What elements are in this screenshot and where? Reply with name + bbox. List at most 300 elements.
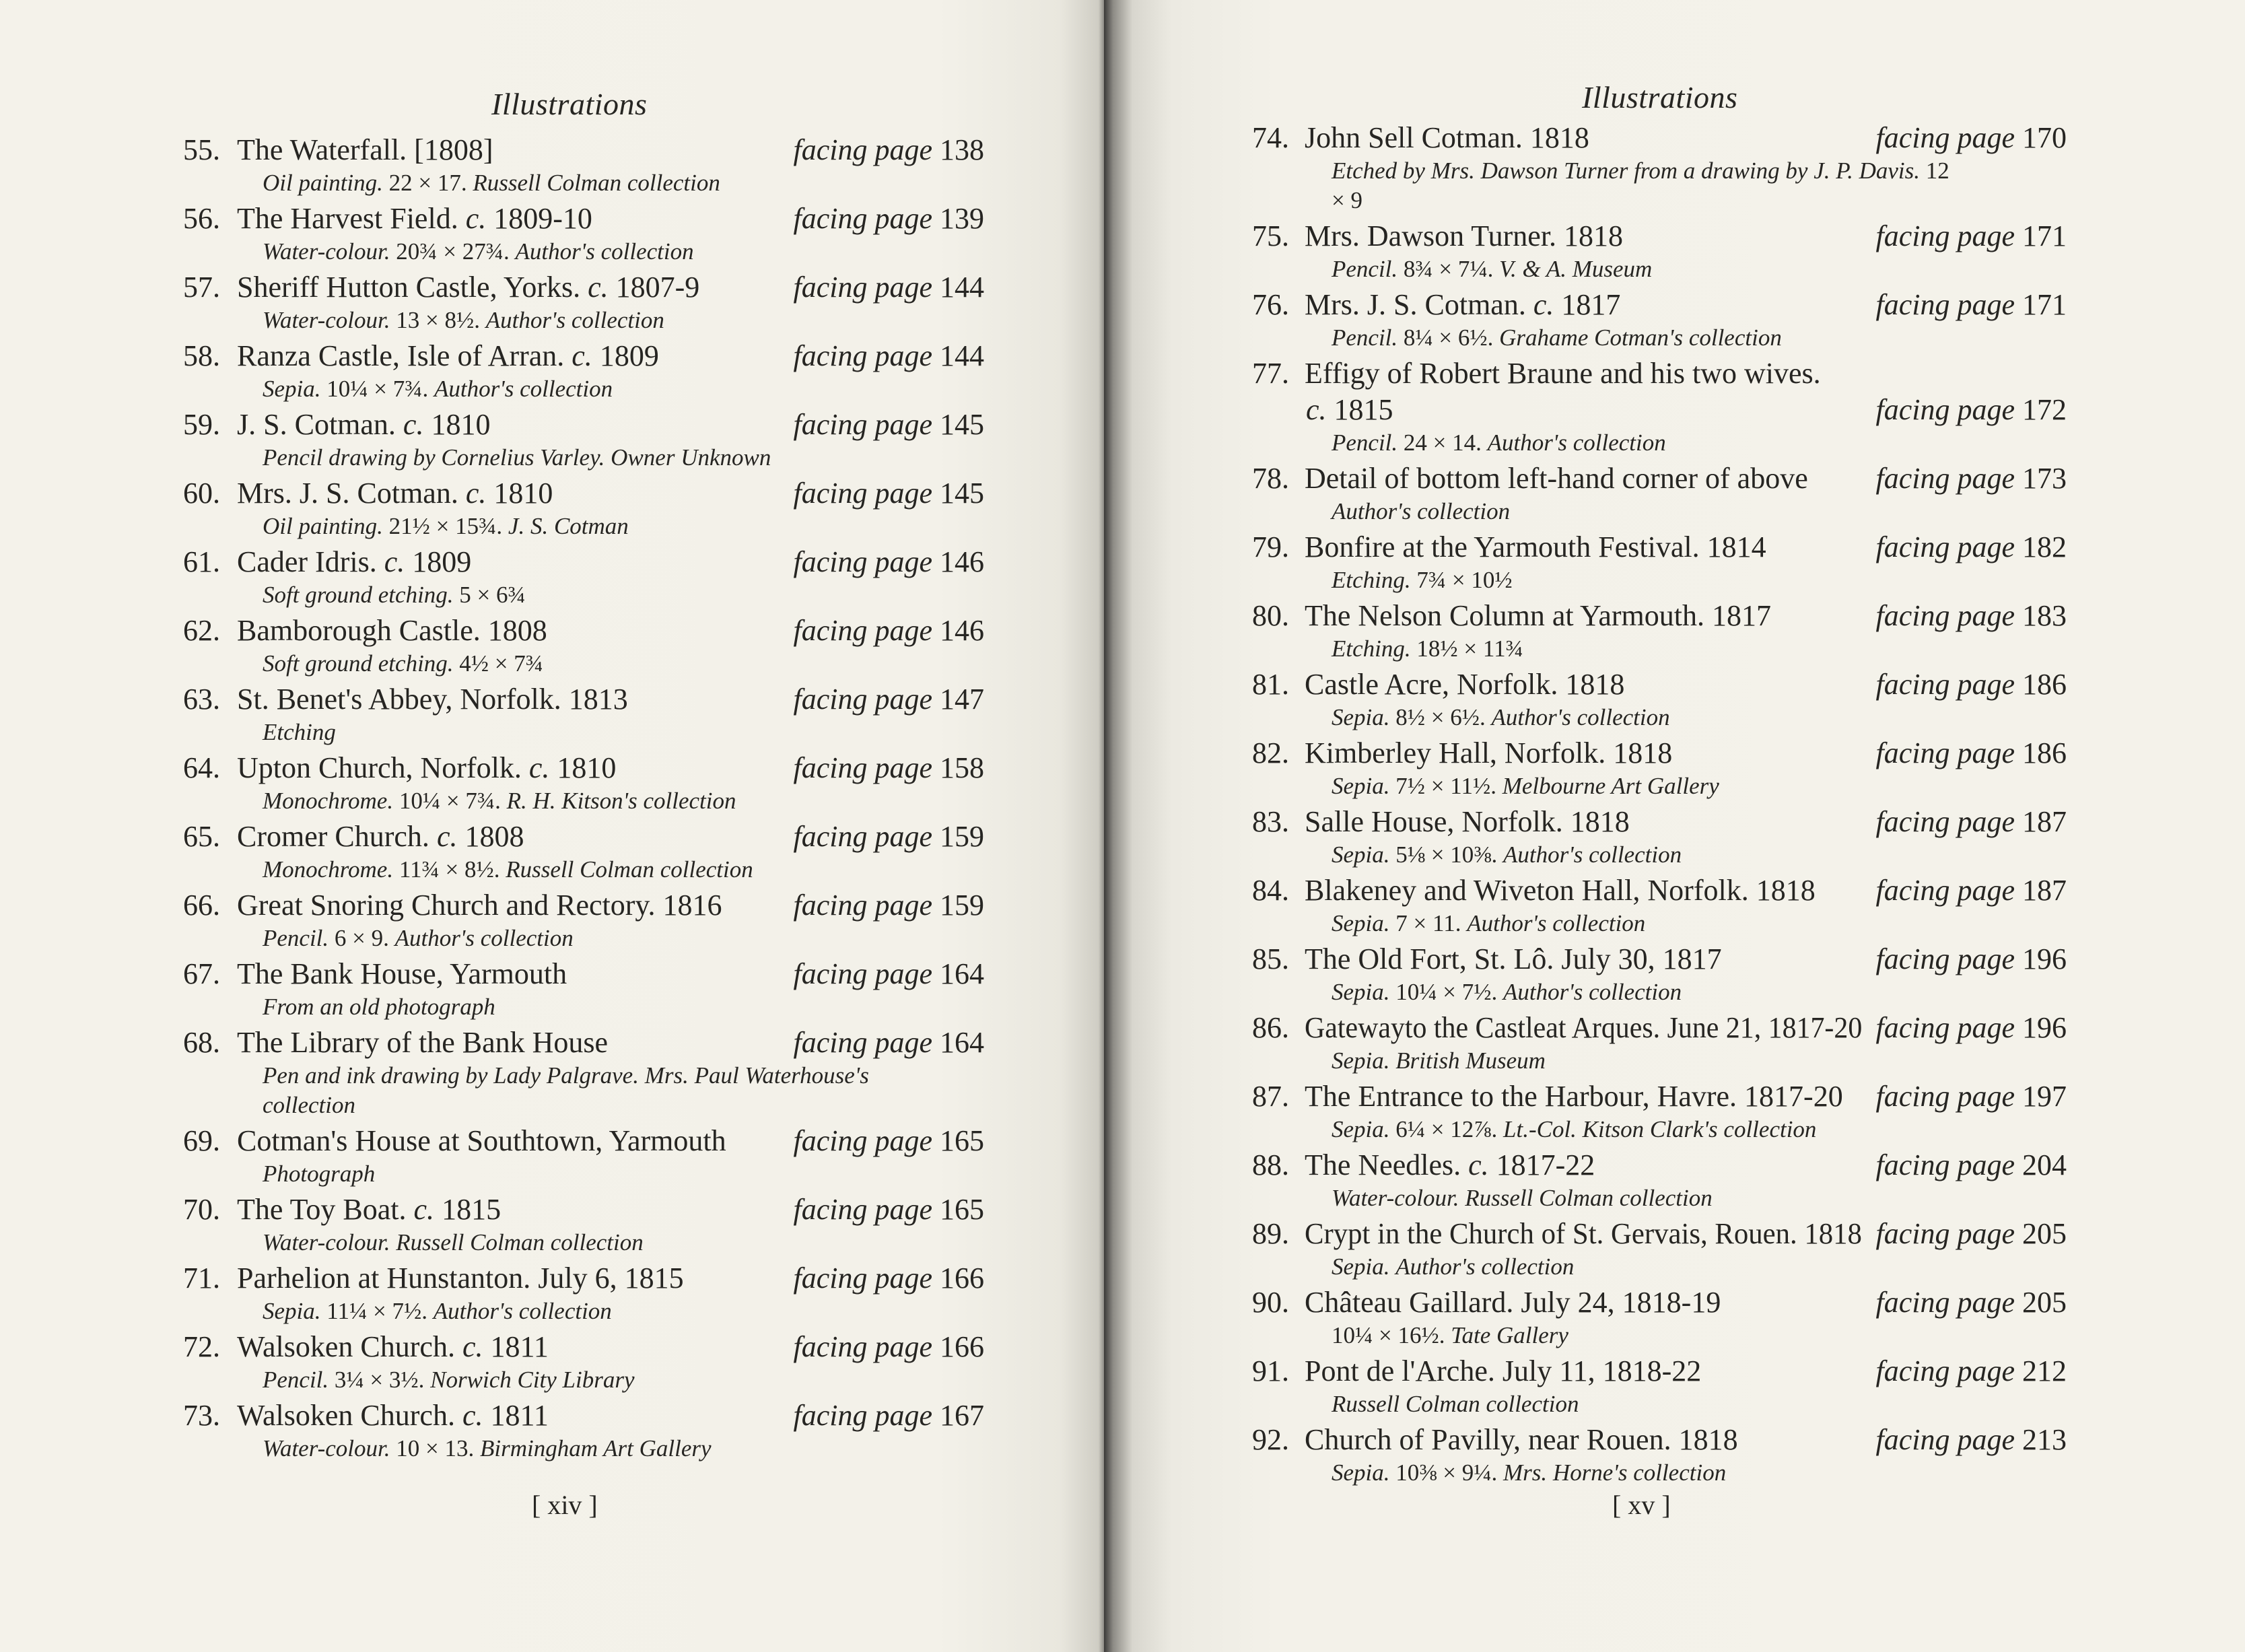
facing-page-ref <box>780 681 984 718</box>
facing-label: facing page <box>793 683 932 716</box>
facing-page-ref <box>1862 1422 2067 1458</box>
entry-heading <box>1252 218 2067 254</box>
list-item <box>1252 529 2067 595</box>
entry-heading <box>1252 355 2067 392</box>
entry-heading <box>183 887 984 924</box>
facing-page-ref <box>780 1329 984 1365</box>
facing-label: facing page <box>793 751 932 784</box>
plate-description <box>1252 565 1951 595</box>
plate-title: The Entrance to the Harbour, Havre. 1817-20 <box>1305 1080 1843 1113</box>
list-item <box>1252 804 2067 870</box>
page-ref-number: 172 <box>2022 393 2067 426</box>
plate-number: 58. <box>183 339 220 372</box>
plate-title: Castle Acre, Norfolk. 1818 <box>1305 668 1625 701</box>
dimensions: 7½ × 11½. <box>1395 773 1496 799</box>
running-head: Illustrations <box>491 87 648 121</box>
facing-label: facing page <box>1875 219 2015 252</box>
collection: Author's collection <box>1491 704 1670 730</box>
facing-page-ref <box>1862 1284 2067 1321</box>
plate-description <box>1252 1389 1951 1419</box>
plate-description <box>1252 840 1951 870</box>
medium: Pencil. <box>1332 256 1398 282</box>
facing-page-ref <box>1862 1010 2067 1046</box>
plate-number: 69. <box>183 1124 220 1157</box>
facing-page-ref <box>780 201 984 237</box>
plate-description <box>1252 1046 1951 1076</box>
page-ref-number: 144 <box>940 339 984 372</box>
list-item <box>183 1025 984 1120</box>
medium: Pencil. <box>1332 324 1398 351</box>
facing-label: facing page <box>1875 599 2015 632</box>
medium: Etching. <box>1332 567 1411 593</box>
entry-heading <box>1252 1078 2067 1115</box>
list-item <box>1252 872 2067 938</box>
page-ref-number: 166 <box>940 1262 984 1295</box>
plate-number: 75. <box>1252 219 1289 252</box>
entry-heading <box>183 269 984 306</box>
facing-label: facing page <box>793 1399 932 1432</box>
entry-heading <box>1252 1010 2067 1046</box>
page-ref-number: 138 <box>940 133 984 166</box>
list-item <box>1252 1078 2067 1144</box>
plate-title: Blakeney and Wiveton Hall, Norfolk. 1818 <box>1305 874 1816 907</box>
collection: R. H. Kitson's collection <box>506 788 736 814</box>
medium: Oil painting. <box>263 513 383 539</box>
running-head: Illustrations <box>1582 80 1738 114</box>
list-item <box>1252 1216 2067 1282</box>
entry-heading <box>1252 529 2067 565</box>
facing-page-ref <box>780 407 984 443</box>
plate-description <box>183 1365 882 1395</box>
dimensions: 18½ × 11¾ <box>1416 635 1523 662</box>
medium: Sepia. <box>1332 1116 1390 1142</box>
facing-label: facing page <box>793 133 932 166</box>
medium: Sepia. <box>1332 704 1390 730</box>
facing-page-ref <box>1862 735 2067 771</box>
medium: Water-colour. <box>263 307 390 333</box>
page-ref-number: 158 <box>940 751 984 784</box>
entry-heading <box>183 1025 984 1061</box>
plate-title: Walsoken Church. c. 1811 <box>237 1399 549 1432</box>
plate-number: 64. <box>183 751 220 784</box>
facing-page-ref <box>1862 1078 2067 1115</box>
page-ref-number: 187 <box>2022 874 2067 907</box>
dimensions: 10¼ × 7¾. <box>326 376 429 402</box>
list-item <box>183 201 984 267</box>
dimensions: 10 × 13. <box>396 1435 475 1461</box>
collection: Melbourne Art Gallery <box>1502 773 1719 799</box>
facing-page-ref <box>780 956 984 992</box>
plate-number: 65. <box>183 820 220 853</box>
plate-number: 89. <box>1252 1217 1289 1250</box>
plate-title: Bamborough Castle. 1808 <box>237 614 547 647</box>
facing-label: facing page <box>1875 1286 2015 1319</box>
facing-page-ref <box>1862 392 2067 428</box>
plate-title: The Waterfall. [1808] <box>237 133 493 166</box>
facing-label: facing page <box>1875 668 2015 701</box>
plate-number: 62. <box>183 614 220 647</box>
page-ref-number: 144 <box>940 271 984 304</box>
list-item <box>1252 941 2067 1007</box>
list-item <box>1252 1284 2067 1350</box>
page-ref-number: 164 <box>940 957 984 990</box>
facing-label: facing page <box>793 1026 932 1059</box>
list-item <box>183 132 984 198</box>
plate-title: The Harvest Field. c. 1809-10 <box>237 202 592 235</box>
page-ref-number: 212 <box>2022 1354 2067 1387</box>
plate-description <box>183 924 882 953</box>
list-item <box>183 613 984 679</box>
plate-description <box>183 168 882 198</box>
entry-heading <box>1252 1422 2067 1458</box>
collection: J. S. Cotman <box>508 513 629 539</box>
collection: Author's collection <box>515 238 694 265</box>
collection: British Museum <box>1395 1047 1546 1074</box>
facing-label: facing page <box>1875 393 2015 426</box>
plate-number: 92. <box>1252 1423 1289 1456</box>
list-item <box>1252 735 2067 801</box>
facing-page-ref <box>780 269 984 306</box>
plate-number: 68. <box>183 1026 220 1059</box>
dimensions: 10¼ × 16½. <box>1332 1322 1445 1348</box>
plate-title: The Nelson Column at Yarmouth. 1817 <box>1305 599 1771 632</box>
plate-number: 80. <box>1252 599 1289 632</box>
dimensions: 21½ × 15¾. <box>388 513 503 539</box>
plate-number: 83. <box>1252 805 1289 838</box>
plate-description <box>1252 909 1951 938</box>
facing-page-ref <box>780 750 984 786</box>
facing-label: facing page <box>793 957 932 990</box>
medium: Water-colour. <box>1332 1185 1459 1211</box>
plate-number: 91. <box>1252 1354 1289 1387</box>
medium: Pencil. <box>263 925 329 951</box>
plate-title: Gatewayto the Castleat Arques. June 21, 1817-20 <box>1305 1011 1863 1044</box>
page-ref-number: 171 <box>2022 219 2067 252</box>
collection: Tate Gallery <box>1451 1322 1568 1348</box>
facing-label: facing page <box>1875 1148 2015 1181</box>
collection: Russell Colman collection <box>1465 1185 1713 1211</box>
page-ref-number: 204 <box>2022 1148 2067 1181</box>
page-ref-number: 165 <box>940 1124 984 1157</box>
medium: Sepia. <box>1332 841 1390 868</box>
plate-description <box>1252 156 1951 215</box>
plate-number: 61. <box>183 545 220 578</box>
medium: Water-colour. <box>263 1435 390 1461</box>
dimensions: 8¾ × 7¼. <box>1403 256 1494 282</box>
facing-label: facing page <box>1875 1423 2015 1456</box>
facing-page-ref <box>1862 460 2067 497</box>
facing-label: facing page <box>793 889 932 922</box>
facing-label: facing page <box>793 339 932 372</box>
collection: Author's collection <box>1395 1253 1575 1280</box>
collection: Russell Colman collection <box>506 856 753 883</box>
plate-description <box>183 1434 882 1464</box>
dimensions: 12 × 9 <box>1332 158 1949 213</box>
plate-description <box>183 237 882 267</box>
entry-heading <box>183 1260 984 1297</box>
entry-heading <box>183 201 984 237</box>
facing-page-ref <box>780 819 984 855</box>
plate-title: The Library of the Bank House <box>237 1026 609 1059</box>
facing-page-ref <box>780 1192 984 1228</box>
collection: Author's collection <box>1487 429 1666 456</box>
list-item <box>183 887 984 953</box>
facing-page-ref <box>780 1398 984 1434</box>
plate-title: Crypt in the Church of St. Gervais, Rouen. 1818 <box>1305 1217 1862 1250</box>
plate-title: Effigy of Robert Braune and his two wives. <box>1305 357 1821 390</box>
collection: Russell Colman collection <box>473 170 720 196</box>
facing-page-ref <box>780 544 984 580</box>
medium: Sepia. <box>1332 1253 1390 1280</box>
plate-title-continued: c. 1815 <box>1306 393 1393 426</box>
plate-title: Great Snoring Church and Rectory. 1816 <box>237 889 722 922</box>
medium: Etching <box>263 719 336 745</box>
plate-title: The Old Fort, St. Lô. July 30, 1817 <box>1305 942 1722 975</box>
plate-number: 78. <box>1252 462 1289 495</box>
collection: Norwich City Library <box>430 1367 635 1393</box>
medium: Soft ground etching. <box>263 650 454 677</box>
medium: Sepia. <box>1332 1047 1390 1074</box>
plate-title: Cotman's House at Southtown, Yarmouth <box>237 1124 726 1157</box>
facing-page-ref <box>780 475 984 512</box>
plate-description <box>183 1297 882 1326</box>
plate-description <box>183 649 882 679</box>
medium: Etching. <box>1332 635 1411 662</box>
medium: Pencil. <box>263 1367 329 1393</box>
list-item <box>183 1398 984 1464</box>
plate-description <box>183 306 882 335</box>
facing-label: facing page <box>1875 1217 2015 1250</box>
page-ref-number: 205 <box>2022 1217 2067 1250</box>
page-ref-number: 197 <box>2022 1080 2067 1113</box>
plate-description <box>183 374 882 404</box>
list-item <box>183 1260 984 1326</box>
collection: Author's collection <box>485 307 664 333</box>
plate-title: Cader Idris. c. 1809 <box>237 545 472 578</box>
plate-description <box>1252 977 1951 1007</box>
plate-description <box>183 1061 882 1120</box>
dimensions: 10⅜ × 9¼. <box>1395 1459 1498 1486</box>
facing-label: facing page <box>1875 288 2015 321</box>
entry-heading <box>1252 735 2067 771</box>
plate-number: 60. <box>183 477 220 510</box>
facing-page-ref <box>1862 872 2067 909</box>
plate-title: John Sell Cotman. 1818 <box>1305 121 1589 154</box>
entry-heading <box>1252 120 2067 156</box>
plate-number: 76. <box>1252 288 1289 321</box>
plate-number: 70. <box>183 1193 220 1226</box>
plate-number: 57. <box>183 271 220 304</box>
page-ref-number: 186 <box>2022 668 2067 701</box>
facing-label: facing page <box>793 1193 932 1226</box>
plate-title: Cromer Church. c. 1808 <box>237 820 524 853</box>
plate-number: 79. <box>1252 530 1289 563</box>
facing-label: facing page <box>1875 805 2015 838</box>
list-item <box>183 1192 984 1258</box>
entry-heading <box>183 613 984 649</box>
entry-heading <box>1252 598 2067 634</box>
entry-heading <box>183 1329 984 1365</box>
dimensions: 7 × 11. <box>1395 910 1461 936</box>
facing-page-ref <box>1862 1147 2067 1183</box>
plate-description <box>183 1159 882 1189</box>
plate-title: Kimberley Hall, Norfolk. 1818 <box>1305 736 1673 769</box>
entry-heading <box>1252 666 2067 703</box>
facing-page-ref <box>1862 666 2067 703</box>
list-item <box>1252 666 2067 732</box>
page-ref-number: 205 <box>2022 1286 2067 1319</box>
list-item <box>1252 1353 2067 1419</box>
facing-label: facing page <box>1875 1011 2015 1044</box>
list-item <box>1252 1422 2067 1488</box>
list-item <box>183 750 984 816</box>
collection: Grahame Cotman's collection <box>1499 324 1782 351</box>
dimensions: 5 × 6¾ <box>459 582 526 608</box>
dimensions: 5⅛ × 10⅜. <box>1395 841 1498 868</box>
facing-label: facing page <box>1875 121 2015 154</box>
dimensions: 6 × 9. <box>334 925 389 951</box>
page-ref-number: 145 <box>940 477 984 510</box>
page-ref-number: 159 <box>940 889 984 922</box>
entry-heading <box>1252 460 2067 497</box>
plate-number: 66. <box>183 889 220 922</box>
page-ref-number: 139 <box>940 202 984 235</box>
illustrations-list <box>183 132 984 1466</box>
facing-label: facing page <box>793 545 932 578</box>
facing-label: facing page <box>793 1262 932 1295</box>
medium: Soft ground etching. <box>263 582 454 608</box>
plate-number: 77. <box>1252 357 1289 390</box>
entry-heading <box>1252 1353 2067 1389</box>
plate-title: Bonfire at the Yarmouth Festival. 1814 <box>1305 530 1766 563</box>
facing-label: facing page <box>1875 530 2015 563</box>
facing-label: facing page <box>1875 1080 2015 1113</box>
entry-heading <box>183 750 984 786</box>
collection: Author's collection <box>434 376 613 402</box>
page-ref-number: 196 <box>2022 942 2067 975</box>
facing-page-ref <box>780 1260 984 1297</box>
plate-title: Walsoken Church. c. 1811 <box>237 1330 549 1363</box>
plate-title: J. S. Cotman. c. 1810 <box>237 408 491 441</box>
plate-number: 74. <box>1252 121 1289 154</box>
facing-page-ref <box>780 1123 984 1159</box>
list-item <box>1252 598 2067 664</box>
page-ref-number: 196 <box>2022 1011 2067 1044</box>
dimensions: 22 × 17. <box>388 170 467 196</box>
plate-description <box>1252 1183 1951 1213</box>
facing-label: facing page <box>793 1330 932 1363</box>
facing-page-ref <box>1862 218 2067 254</box>
plate-number: 55. <box>183 133 220 166</box>
left-page <box>0 0 1104 1652</box>
medium: Photograph <box>263 1161 376 1187</box>
dimensions: 4½ × 7¾ <box>459 650 544 677</box>
plate-description <box>1252 771 1951 801</box>
medium: Pencil. <box>1332 429 1398 456</box>
facing-label: facing page <box>793 614 932 647</box>
facing-page-ref <box>780 887 984 924</box>
page-number: [ xv ] <box>1612 1490 1671 1520</box>
plate-title: St. Benet's Abbey, Norfolk. 1813 <box>237 683 628 716</box>
plate-title: Upton Church, Norfolk. c. 1810 <box>237 751 617 784</box>
list-item <box>183 956 984 1022</box>
facing-label: facing page <box>793 408 932 441</box>
page-ref-number: 146 <box>940 614 984 647</box>
list-item <box>1252 1010 2067 1076</box>
plate-title: The Needles. c. 1817-22 <box>1305 1148 1595 1181</box>
medium: Pencil drawing by Cornelius Varley. Owner Unknown <box>263 444 771 471</box>
medium: Oil painting. <box>263 170 383 196</box>
page-ref-number: 147 <box>940 683 984 716</box>
page-ref-number: 170 <box>2022 121 2067 154</box>
facing-page-ref <box>1862 1353 2067 1389</box>
dimensions: 3¼ × 3½. <box>334 1367 425 1393</box>
facing-page-ref <box>1862 941 2067 977</box>
facing-label: facing page <box>793 477 932 510</box>
page-ref-number: 164 <box>940 1026 984 1059</box>
facing-page-ref <box>780 132 984 168</box>
plate-number: 73. <box>183 1399 220 1432</box>
dimensions: 8½ × 6½. <box>1395 704 1486 730</box>
page-ref-number: 165 <box>940 1193 984 1226</box>
plate-description <box>1252 1115 1951 1144</box>
medium: Russell Colman collection <box>1332 1391 1579 1417</box>
plate-number: 85. <box>1252 942 1289 975</box>
dimensions: 13 × 8½. <box>396 307 481 333</box>
medium: Water-colour. <box>263 238 390 265</box>
plate-description <box>183 786 882 816</box>
page-ref-number: 213 <box>2022 1423 2067 1456</box>
plate-title: Mrs. J. S. Cotman. c. 1810 <box>237 477 553 510</box>
entry-heading <box>183 1398 984 1434</box>
plate-number: 63. <box>183 683 220 716</box>
facing-page-ref <box>1862 529 2067 565</box>
plate-description <box>1252 1321 1951 1350</box>
plate-number: 59. <box>183 408 220 441</box>
plate-description <box>183 580 882 610</box>
list-item <box>1252 287 2067 353</box>
dimensions: 11¼ × 7½. <box>326 1298 427 1324</box>
list-item <box>183 475 984 541</box>
plate-description <box>1252 497 1951 526</box>
entry-heading-continued <box>1252 392 2067 428</box>
plate-title: The Toy Boat. c. 1815 <box>237 1193 502 1226</box>
entry-heading <box>183 956 984 992</box>
facing-page-ref <box>1862 598 2067 634</box>
list-item <box>183 1329 984 1395</box>
collection: Birmingham Art Gallery <box>480 1435 712 1461</box>
entry-heading <box>1252 1147 2067 1183</box>
collection: Lt.-Col. Kitson Clark's collection <box>1503 1116 1817 1142</box>
facing-label: facing page <box>793 1124 932 1157</box>
plate-description <box>1252 323 1951 353</box>
collection: Author's collection <box>433 1298 612 1324</box>
plate-description <box>1252 703 1951 732</box>
plate-description <box>183 1228 882 1258</box>
collection: Author's collection <box>394 925 574 951</box>
entry-heading <box>1252 1216 2067 1252</box>
list-item <box>1252 218 2067 284</box>
plate-title: Parhelion at Hunstanton. July 6, 1815 <box>237 1262 684 1295</box>
plate-number: 86. <box>1252 1011 1289 1044</box>
medium: Sepia. <box>1332 910 1390 936</box>
plate-title: Mrs. Dawson Turner. 1818 <box>1305 219 1624 252</box>
facing-label: facing page <box>1875 736 2015 769</box>
page-ref-number: 187 <box>2022 805 2067 838</box>
facing-label: facing page <box>1875 1354 2015 1387</box>
entry-heading <box>1252 872 2067 909</box>
plate-number: 90. <box>1252 1286 1289 1319</box>
